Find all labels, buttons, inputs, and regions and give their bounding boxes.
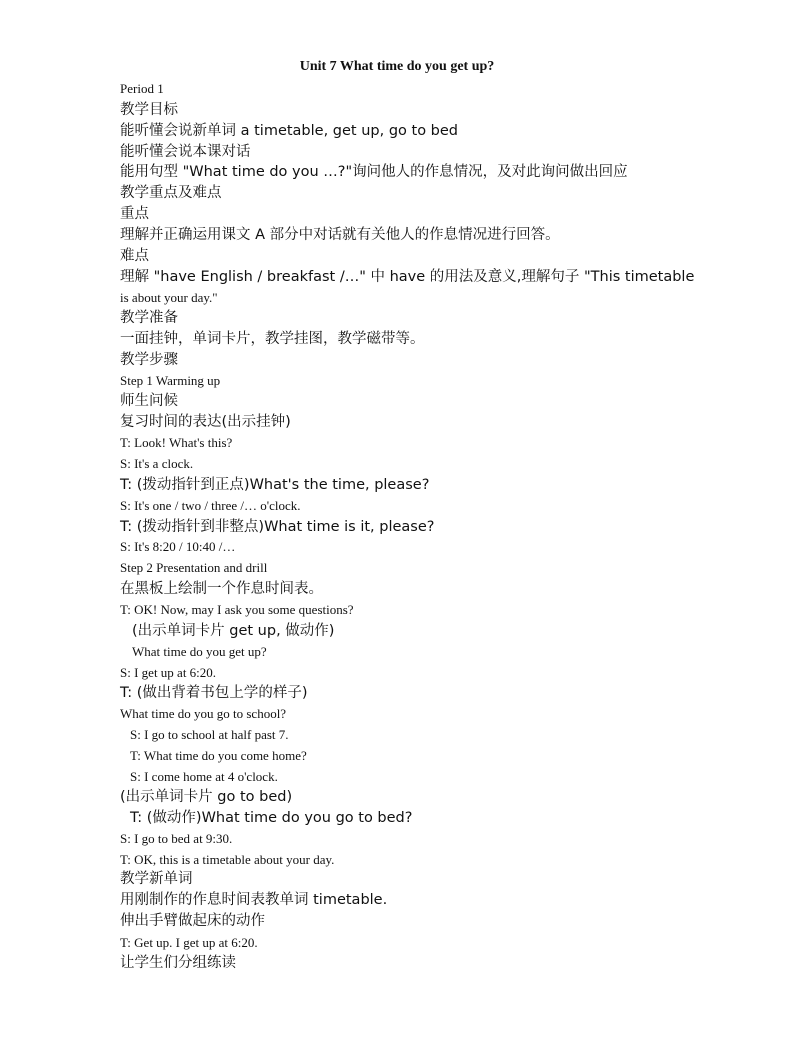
dialogue-line: S: I get up at 6:20.	[120, 665, 217, 680]
dialogue-line: T: (做动作)What time do you go to bed?	[130, 810, 413, 826]
step-heading: Step 1 Warming up	[120, 373, 221, 388]
text-line: 能用句型 "What time do you …?"询问他人的作息情况，及对此询问做出回应	[120, 164, 628, 180]
dialogue-line: T: What time do you come home?	[130, 748, 307, 763]
heading-line: 难点	[120, 248, 149, 264]
heading-line: 教学目标	[120, 102, 178, 118]
dialogue-line: T: OK, this is a timetable about your day.	[120, 852, 335, 867]
dialogue-line: S: I come home at 4 o'clock.	[130, 769, 278, 784]
heading-line: 教学新单词	[120, 871, 193, 887]
dialogue-line: T: Look! What's this?	[120, 435, 233, 450]
dialogue-line: T: OK! Now, may I ask you some questions?	[120, 602, 354, 617]
text-line: (出示单词卡片 go to bed)	[120, 789, 293, 805]
dialogue-line: T: (拨动指针到正点)What's the time, please?	[120, 477, 430, 493]
dialogue-line: S: I go to school at half past 7.	[130, 727, 289, 742]
text-line: (出示单词卡片 get up, 做动作)	[132, 623, 335, 639]
dialogue-line: S: It's one / two / three /… o'clock.	[120, 498, 301, 513]
dialogue-line: T: (做出背着书包上学的样子)	[120, 685, 308, 701]
text-line: 师生问候	[120, 393, 178, 409]
dialogue-line: T: Get up. I get up at 6:20.	[120, 935, 258, 950]
text-line: 理解并正确运用课文 A 部分中对话就有关他人的作息情况进行回答。	[120, 227, 560, 243]
text-line: 复习时间的表达(出示挂钟)	[120, 414, 291, 430]
text-line: Period 1	[120, 81, 164, 96]
text-line: 一面挂钟，单词卡片，教学挂图，教学磁带等。	[120, 331, 425, 347]
dialogue-line: S: It's a clock.	[120, 456, 194, 471]
dialogue-line: T: (拨动指针到非整点)What time is it, please?	[120, 519, 435, 535]
text-line: 伸出手臂做起床的动作	[120, 913, 265, 929]
heading-line: 教学重点及难点	[120, 185, 222, 201]
text-line: 在黑板上绘制一个作息时间表。	[120, 581, 323, 597]
text-line: 用刚制作的作息时间表教单词 timetable.	[120, 892, 388, 908]
text-line: is about your day."	[120, 290, 218, 305]
heading-line: 重点	[120, 206, 149, 222]
text-line: 理解 "have English / breakfast /…" 中 have 的用法及意义,理解句子 "This timetable	[120, 269, 695, 285]
heading-line: 教学准备	[120, 310, 178, 326]
dialogue-line: What time do you get up?	[132, 644, 267, 659]
text-line: 能听懂会说新单词 a timetable, get up, go to bed	[120, 123, 459, 139]
text-line: 能听懂会说本课对话	[120, 144, 251, 160]
dialogue-line: What time do you go to school?	[120, 706, 287, 721]
text-line: 让学生们分组练读	[120, 955, 236, 971]
dialogue-line: S: It's 8:20 / 10:40 /…	[120, 539, 236, 554]
dialogue-line: S: I go to bed at 9:30.	[120, 831, 233, 846]
step-heading: Step 2 Presentation and drill	[120, 560, 268, 575]
heading-line: 教学步骤	[120, 352, 178, 368]
document-title: Unit 7 What time do you get up?	[299, 59, 495, 74]
